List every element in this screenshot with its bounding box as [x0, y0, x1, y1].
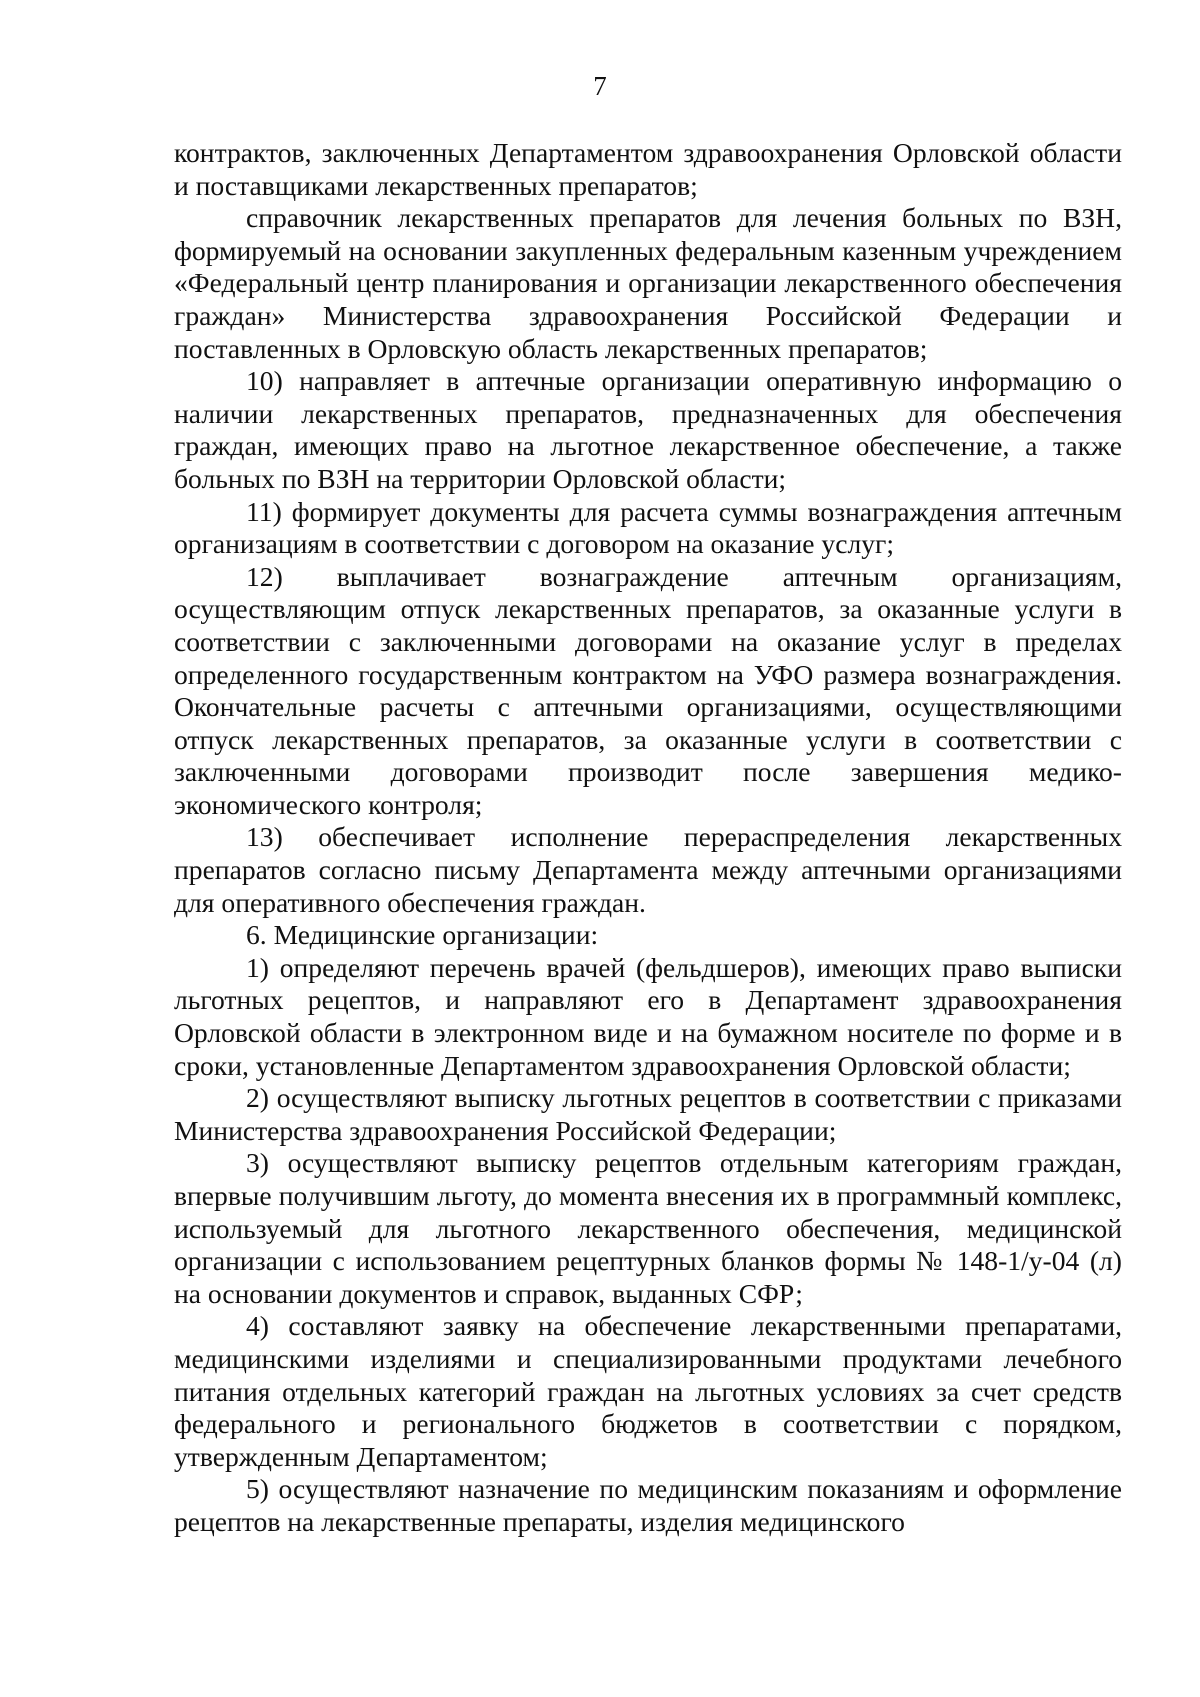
page-number: 7: [593, 71, 607, 101]
paragraph-med-item-5: 5) осуществляют назначение по медицинским показаниям и оформление рецептов на лекарственные препараты, изделия медицинского: [174, 1473, 1122, 1537]
document-body: [174, 137, 1122, 1539]
paragraph-item-12: 12) выплачивает вознаграждение аптечным организациям, осуществляющим отпуск лекарственных препаратов, за оказанные услуги в соответствии с заключенными договорами на оказание услуг в пределах определенного государственным контрактом на УФО размера вознаграждения. Окончательные расчеты с аптечными организациями, осуществляющими отпуск лекарственных препаратов, за оказанные услуги в соответствии с заключенными договорами производит после завершения медико-экономического контроля;: [174, 560, 1122, 820]
paragraph-item-11: 11) формирует документы для расчета суммы вознаграждения аптечным организациям в соответствии с договором на оказание услуг;: [174, 495, 1122, 560]
section-heading-medical-organizations: 6. Медицинские организации:: [246, 919, 599, 951]
paragraph-med-item-3: 3) осуществляют выписку рецептов отдельным категориям граждан, впервые получившим льготу, до момента внесения их в программный комплекс, используемый для льготного лекарственного обеспечения, медицинской организации с использованием рецептурных бланков формы № 148-1/у-04 (л) на основании документов и справок, выданных СФР;: [174, 1147, 1122, 1309]
paragraph-item-13: 13) обеспечивает исполнение перераспределения лекарственных препаратов согласно письму Департамента между аптечными организациями для оперативного обеспечения граждан.: [174, 821, 1122, 918]
paragraph-med-item-1: 1) определяют перечень врачей (фельдшеров), имеющих право выписки льготных рецептов, и направляют его в Департамент здравоохранения Орловской области в электронном виде и на бумажном носителе по форме и в сроки, установленные Департаментом здравоохранения Орловской области;: [174, 951, 1122, 1081]
paragraph-med-item-4: 4) составляют заявку на обеспечение лекарственными препаратами, медицинскими изделиями и специализированными продуктами лечебного питания отдельных категорий граждан на льготных условиях за счет средств федерального и регионального бюджетов в соответствии с порядком, утвержденным Департаментом;: [174, 1310, 1122, 1472]
paragraph-med-item-2: 2) осуществляют выписку льготных рецептов в соответствии с приказами Министерства здравоохранения Российской Федерации;: [174, 1082, 1122, 1146]
paragraph-contracts-continuation: контрактов, заключенных Департаментом здравоохранения Орловской области и поставщиками лекарственных препаратов;: [174, 137, 1122, 201]
paragraph-drug-reference: справочник лекарственных препаратов для лечения больных по ВЗН, формируемый на основании закупленных федеральным казенным учреждением «Федеральный центр планирования и организации лекарственного обеспечения граждан» Министерства здравоохранения Российской Федерации и поставленных в Орловскую область лекарственных препаратов;: [174, 202, 1122, 364]
paragraph-item-10: 10) направляет в аптечные организации оперативную информацию о наличии лекарственных препаратов, предназначенных для обеспечения граждан, имеющих право на льготное лекарственное обеспечение, а также больных по ВЗН на территории Орловской области;: [174, 365, 1122, 494]
